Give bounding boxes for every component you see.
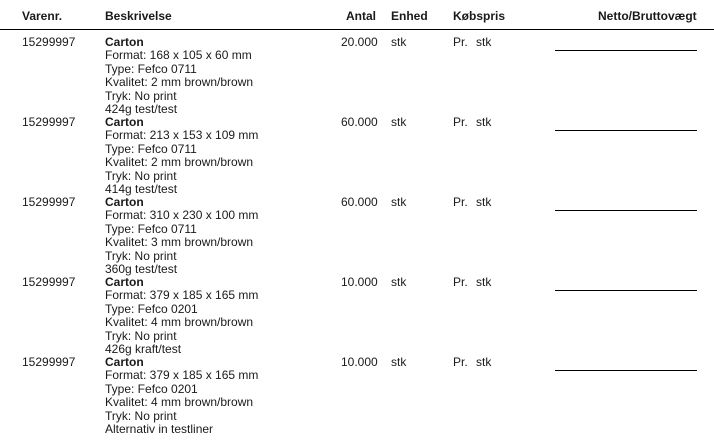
description-line: Type: Fefco 0711 [105,141,197,156]
header-unit: Enhed [391,9,428,23]
description-title: Carton [105,195,144,209]
item-number: 15299997 [22,195,76,209]
description-line: Format: 379 x 185 x 165 mm [105,368,259,383]
header-description: Beskrivelse [105,9,172,23]
table-row [0,36,714,116]
description-line: Kvalitet: 2 mm brown/brown [105,75,254,90]
weight-entry-line[interactable] [555,290,697,291]
price-prefix: Pr. [453,275,468,289]
header-weight: Netto/Bruttovægt [598,9,697,23]
item-number: 15299997 [22,275,76,289]
unit: stk [391,355,407,369]
description-title: Carton [105,275,144,289]
quantity: 60.000 [341,115,378,129]
quantity: 20.000 [341,35,378,49]
item-number: 15299997 [22,35,76,49]
description-line: Tryk: No print [105,408,177,423]
description-line: 414g test/test [105,182,178,196]
description-line: 360g test/test [105,262,178,276]
unit: stk [391,195,407,209]
quantity: 10.000 [341,275,378,289]
description-line: Tryk: No print [105,248,177,263]
description-line: Type: Fefco 0711 [105,61,197,76]
description-line: Kvalitet: 2 mm brown/brown [105,155,254,170]
weight-entry-line[interactable] [555,370,697,371]
price-prefix: Pr. [453,35,468,49]
weight-entry-line[interactable] [555,50,697,51]
description-line: Tryk: No print [105,328,177,343]
unit: stk [391,35,407,49]
description-line: Type: Fefco 0711 [105,221,197,236]
table-row [0,356,714,436]
header-quantity: Antal [346,9,376,23]
price-prefix: Pr. [453,195,468,209]
description-line: Format: 213 x 153 x 109 mm [105,128,259,143]
item-number: 15299997 [22,115,76,129]
weight-entry-line[interactable] [555,130,697,131]
description-line: 426g kraft/test [105,342,182,356]
quantity: 60.000 [341,195,378,209]
price-prefix: Pr. [453,355,468,369]
description-line: Kvalitet: 4 mm brown/brown [105,315,254,330]
description-line: Format: 310 x 230 x 100 mm [105,208,259,223]
description-line: Kvalitet: 3 mm brown/brown [105,235,254,250]
description-line: Type: Fefco 0201 [105,301,198,316]
price-unit: stk [476,35,492,49]
price-unit: stk [476,355,492,369]
table-row [0,116,714,196]
price-unit: stk [476,115,492,129]
item-number: 15299997 [22,355,76,369]
header-item-no: Varenr. [22,9,63,23]
description-title: Carton [105,355,144,369]
description-line: Kvalitet: 4 mm brown/brown [105,395,254,410]
unit: stk [391,275,407,289]
header-divider [0,29,714,30]
header-price: Købspris [453,9,506,23]
quantity: 10.000 [341,355,378,369]
unit: stk [391,115,407,129]
table-row [0,196,714,276]
price-prefix: Pr. [453,115,468,129]
weight-entry-line[interactable] [555,210,697,211]
price-unit: stk [476,195,492,209]
description-line: Tryk: No print [105,88,177,103]
description-line: 424g test/test [105,102,178,116]
table-row [0,276,714,356]
description-line: Type: Fefco 0201 [105,381,198,396]
description-title: Carton [105,115,144,129]
description-line: Alternativ in testliner [105,422,214,436]
description-line: Format: 379 x 185 x 165 mm [105,288,259,303]
description-title: Carton [105,35,144,49]
price-unit: stk [476,275,492,289]
description-line: Format: 168 x 105 x 60 mm [105,48,252,63]
description-line: Tryk: No print [105,168,177,183]
